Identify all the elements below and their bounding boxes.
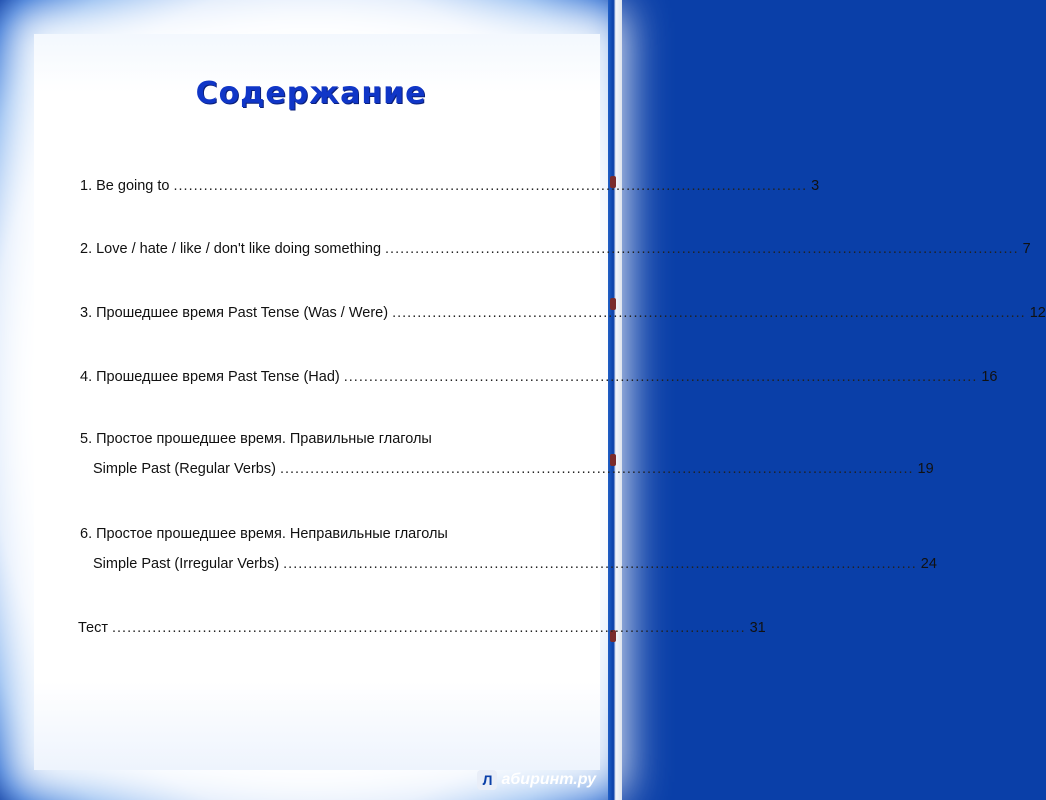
toc-leader-dots: ..............................................................................................................................: [173, 178, 808, 194]
page-right-edge: [608, 0, 622, 800]
toc-entry-test[interactable]: [78, 620, 766, 636]
labirint-watermark: [477, 770, 596, 790]
toc-entry-6[interactable]: [93, 556, 937, 572]
toc-entry-label: Simple Past (Regular Verbs): [93, 461, 276, 477]
toc-entry-label: Simple Past (Irregular Verbs): [93, 556, 280, 572]
toc-entry-5[interactable]: [93, 461, 934, 477]
toc-entry-1[interactable]: [80, 178, 820, 194]
toc-entry-page: 16: [981, 369, 998, 385]
labirint-watermark-text: абиринт.ру: [501, 771, 596, 788]
toc-entry-label: 4. Прошедшее время Past Tense (Had): [80, 369, 340, 385]
toc-entry-page: 24: [920, 556, 937, 572]
labirint-logo-icon: Л: [477, 770, 497, 790]
toc-entry-label: 3. Прошедшее время Past Tense (Was / Were): [80, 305, 389, 321]
page-title: Содержание: [195, 76, 427, 111]
toc-leader-dots: ..............................................................................................................................: [385, 241, 1019, 257]
toc-leader-dots: ..............................................................................................................................: [392, 305, 1026, 321]
toc-leader-dots: ..............................................................................................................................: [279, 461, 914, 477]
toc-entry-page: 7: [1022, 241, 1031, 257]
toc-entry-label: 1. Be going to: [80, 178, 170, 194]
toc-leader-dots: ..............................................................................................................................: [112, 620, 746, 636]
toc-entry-page: 19: [917, 461, 934, 477]
toc-leader-dots: ..............................................................................................................................: [283, 556, 917, 572]
toc-entry-page: 31: [749, 620, 766, 636]
toc-entry-4[interactable]: [80, 369, 998, 385]
page-inner: [34, 34, 600, 770]
toc-entry-label: Тест: [78, 620, 108, 636]
toc-entry-label: 2. Love / hate / like / don't like doing something: [80, 241, 382, 257]
toc-entry-5-heading[interactable]: 5. Простое прошедшее время. Правильные глаголы: [80, 431, 432, 447]
toc-leader-dots: ..............................................................................................................................: [343, 369, 978, 385]
toc-entry-page: 3: [811, 178, 820, 194]
toc-entry-page: 12: [1029, 305, 1046, 321]
toc-entry-2[interactable]: [80, 241, 1031, 257]
toc-entry-3[interactable]: [80, 305, 1046, 321]
toc-entry-6-heading[interactable]: 6. Простое прошедшее время. Неправильные глаголы: [80, 526, 448, 542]
